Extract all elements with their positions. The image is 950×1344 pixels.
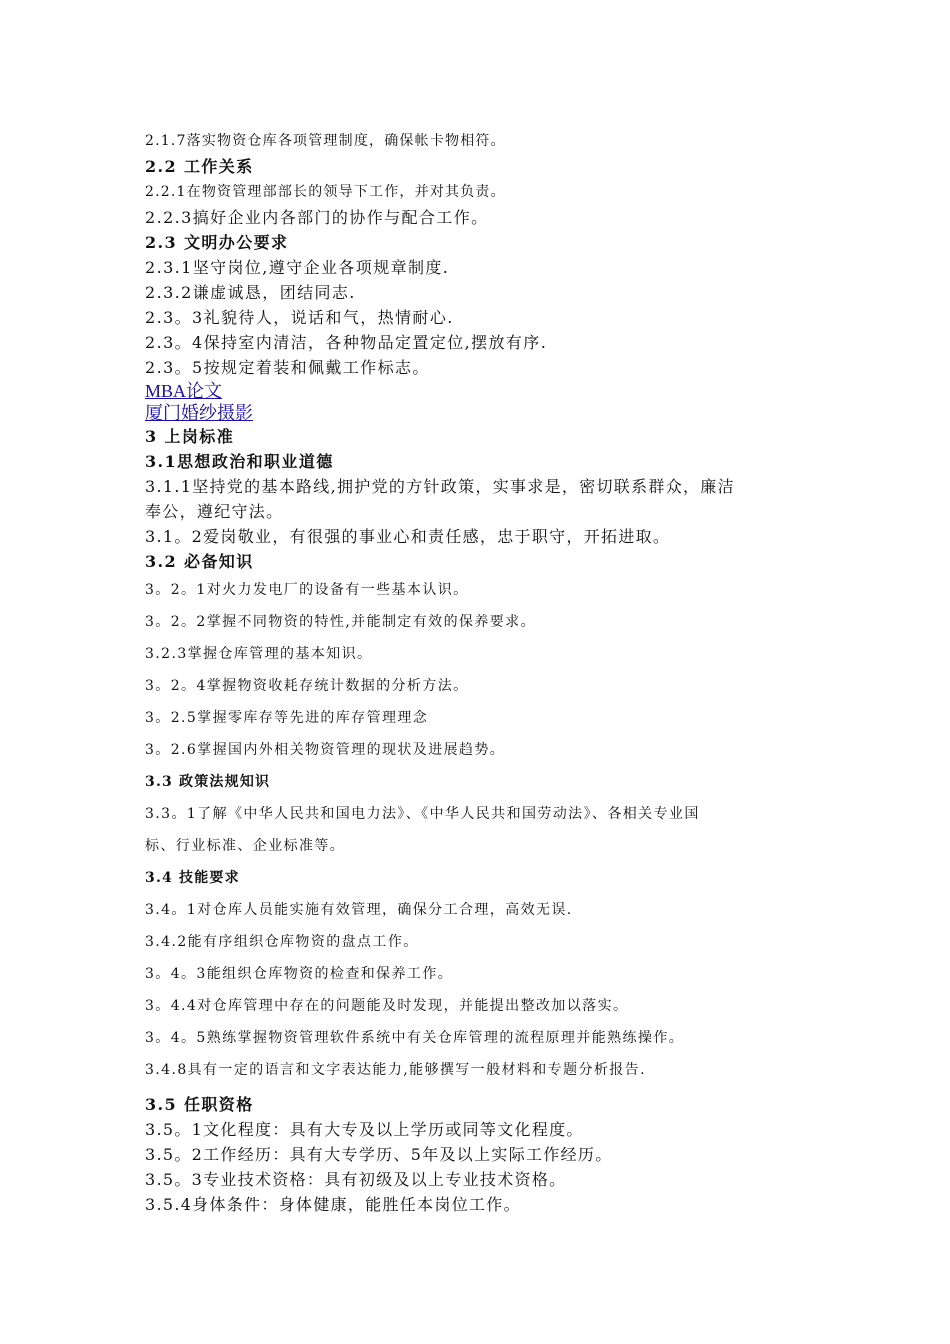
text-line: 3。2。4掌握物资收耗存统计数据的分析方法。 — [145, 678, 469, 694]
text-line: 奉公，遵纪守法。 — [145, 502, 284, 521]
section-heading: 3.1思想政治和职业道德 — [145, 452, 334, 471]
text-line: 3。2.6掌握国内外相关物资管理的现状及进展趋势。 — [145, 742, 506, 758]
section-heading: 3.3 政策法规知识 — [145, 774, 271, 790]
text-line: 2.3。5按规定着装和佩戴工作标志。 — [145, 358, 430, 377]
text-line: 3.5。1文化程度：具有大专及以上学历或同等文化程度。 — [145, 1120, 584, 1139]
text-line: 标、行业标准、企业标准等。 — [145, 838, 346, 854]
section-heading: 3.4 技能要求 — [145, 870, 240, 886]
text-line: 3.2.3掌握仓库管理的基本知识。 — [145, 646, 373, 662]
text-line: 3.3。1了解《中华人民共和国电力法》、《中华人民共和国劳动法》、各相关专业国 — [145, 806, 700, 822]
text-line: 3。4。5熟练掌握物资管理软件系统中有关仓库管理的流程原理并能熟练操作。 — [145, 1030, 685, 1046]
text-line: 3。4。3能组织仓库物资的检查和保养工作。 — [145, 966, 454, 982]
text-line: 2.3。3礼貌待人，说话和气，热情耐心. — [145, 308, 454, 327]
text-line: 2.3.2谦虚诚恳，团结同志. — [145, 283, 356, 302]
text-line: 3.4.2能有序组织仓库物资的盘点工作。 — [145, 934, 419, 950]
text-line: 2.3.1坚守岗位,遵守企业各项规章制度. — [145, 258, 450, 277]
text-line: 3.5.4身体条件：身体健康，能胜任本岗位工作。 — [145, 1195, 521, 1214]
text-line: 3.4。1对仓库人员能实施有效管理，确保分工合理，高效无误. — [145, 902, 573, 918]
text-line: 3.5。3专业技术资格：具有初级及以上专业技术资格。 — [145, 1170, 567, 1189]
mba-thesis-link[interactable]: MBA论文 — [145, 381, 223, 401]
text-line: 3.5。2工作经历：具有大专学历、5年及以上实际工作经历。 — [145, 1145, 613, 1164]
text-line: 3。2。2掌握不同物资的特性,并能制定有效的保养要求。 — [145, 614, 536, 630]
text-line: 3。2.5掌握零库存等先进的库存管理理念 — [145, 710, 429, 726]
section-heading: 3 上岗标准 — [145, 427, 235, 446]
section-heading: 2.2 工作关系 — [145, 157, 254, 176]
text-line: 3.1.1坚持党的基本路线,拥护党的方针政策，实事求是，密切联系群众，廉洁 — [145, 477, 735, 496]
section-heading: 3.5 任职资格 — [145, 1095, 254, 1114]
section-heading: 2.3 文明办公要求 — [145, 233, 289, 252]
text-line: 3。4.4对仓库管理中存在的问题能及时发现，并能提出整改加以落实。 — [145, 998, 629, 1014]
document-page — [145, 128, 825, 1217]
text-line: 3.4.8具有一定的语言和文字表达能力,能够撰写一般材料和专题分析报告. — [145, 1062, 646, 1078]
text-line: 3.1。2爱岗敬业，有很强的事业心和责任感，忠于职守，开拓进取。 — [145, 527, 671, 546]
xiamen-wedding-photo-link[interactable]: 厦门婚纱摄影 — [145, 403, 253, 423]
text-line: 2.2.3搞好企业内各部门的协作与配合工作。 — [145, 208, 489, 227]
text-line: 2.2.1在物资管理部部长的领导下工作，并对其负责。 — [145, 184, 506, 200]
text-line: 2.3。4保持室内清洁，各种物品定置定位,摆放有序. — [145, 333, 548, 352]
section-heading: 3.2 必备知识 — [145, 552, 254, 571]
text-line: 3。2。1对火力发电厂的设备有一些基本认识。 — [145, 582, 469, 598]
text-line: 2.1.7落实物资仓库各项管理制度，确保帐卡物相符。 — [145, 133, 506, 149]
